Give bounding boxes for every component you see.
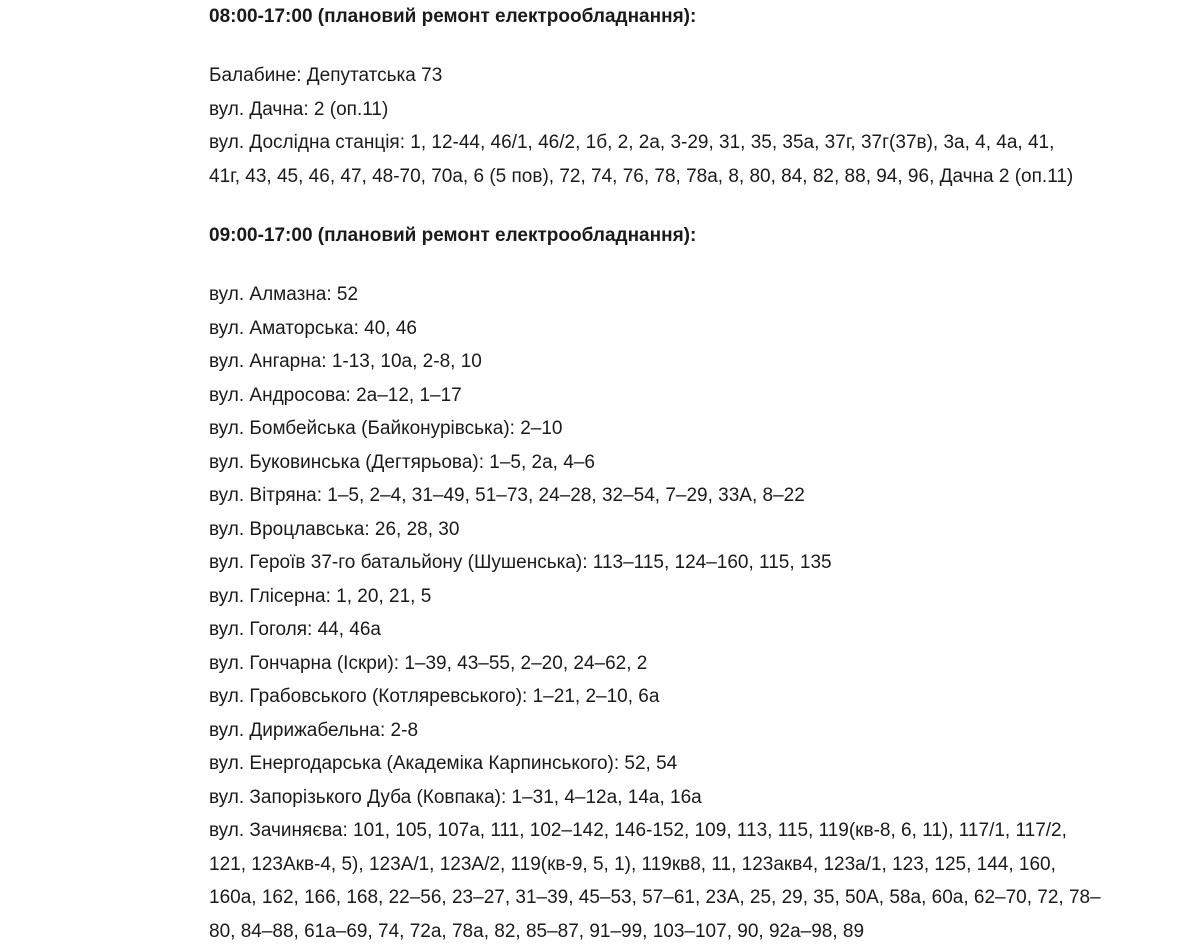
address-line: вул. Ангарна: 1-13, 10а, 2-8, 10 bbox=[209, 345, 1169, 379]
outage-schedule bbox=[209, 0, 1169, 948]
address-line: вул. Буковинська (Дегтярьова): 1–5, 2а, 4–6 bbox=[209, 446, 1169, 480]
address-line: вул. Запорізького Дуба (Ковпака): 1–31, 4–12а, 14а, 16а bbox=[209, 781, 1169, 815]
address-line: вул. Глісерна: 1, 20, 21, 5 bbox=[209, 580, 1169, 614]
address-line: 80, 84–88, 61а–69, 74, 72а, 78а, 82, 85–87, 91–99, 103–107, 90, 92а–98, 89 bbox=[209, 915, 1169, 948]
address-line: вул. Енергодарська (Академіка Карпинського): 52, 54 bbox=[209, 747, 1169, 781]
section-title: 08:00-17:00 (плановий ремонт електрообладнання): bbox=[209, 0, 1169, 33]
address-line: Балабине: Депутатська 73 bbox=[209, 59, 1169, 93]
section-spacer bbox=[209, 33, 1169, 59]
address-line: вул. Бомбейська (Байконурівська): 2–10 bbox=[209, 412, 1169, 446]
schedule-section bbox=[209, 219, 1169, 948]
address-line: вул. Андросова: 2а–12, 1–17 bbox=[209, 379, 1169, 413]
address-line: вул. Вітряна: 1–5, 2–4, 31–49, 51–73, 24–28, 32–54, 7–29, 33А, 8–22 bbox=[209, 479, 1169, 513]
section-title: 09:00-17:00 (плановий ремонт електрообладнання): bbox=[209, 219, 1169, 252]
address-line: вул. Грабовського (Котляревського): 1–21, 2–10, 6а bbox=[209, 680, 1169, 714]
address-line: вул. Дирижабельна: 2-8 bbox=[209, 714, 1169, 748]
address-line: 121, 123Акв-4, 5), 123А/1, 123А/2, 119(кв-9, 5, 1), 119кв8, 11, 123акв4, 123а/1, 123, 125, 144, 160, bbox=[209, 848, 1169, 882]
address-line: вул. Дослідна станція: 1, 12-44, 46/1, 46/2, 1б, 2, 2а, 3-29, 31, 35, 35а, 37г, 37г(37в), 3а, 4, 4а, 41, bbox=[209, 126, 1169, 160]
section-spacer bbox=[209, 193, 1169, 219]
address-line: вул. Алмазна: 52 bbox=[209, 278, 1169, 312]
address-line: вул. Зачиняєва: 101, 105, 107а, 111, 102–142, 146-152, 109, 113, 115, 119(кв-8, 6, 11), 117/1, 117/2, bbox=[209, 814, 1169, 848]
address-line: вул. Вроцлавська: 26, 28, 30 bbox=[209, 513, 1169, 547]
address-line: 41г, 43, 45, 46, 47, 48-70, 70а, 6 (5 пов), 72, 74, 76, 78, 78а, 8, 80, 84, 82, 88, 94, 96, Дачна 2 (оп.11) bbox=[209, 160, 1169, 194]
address-line: 160а, 162, 166, 168, 22–56, 23–27, 31–39, 45–53, 57–61, 23А, 25, 29, 35, 50А, 58а, 60а, 62–70, 72, 78– bbox=[209, 881, 1169, 915]
address-line: вул. Гоголя: 44, 46а bbox=[209, 613, 1169, 647]
schedule-section bbox=[209, 0, 1169, 193]
address-line: вул. Гончарна (Іскри): 1–39, 43–55, 2–20, 24–62, 2 bbox=[209, 647, 1169, 681]
section-spacer bbox=[209, 252, 1169, 278]
address-line: вул. Аматорська: 40, 46 bbox=[209, 312, 1169, 346]
address-line: вул. Дачна: 2 (оп.11) bbox=[209, 93, 1169, 127]
address-line: вул. Героїв 37-го батальйону (Шушенська): 113–115, 124–160, 115, 135 bbox=[209, 546, 1169, 580]
